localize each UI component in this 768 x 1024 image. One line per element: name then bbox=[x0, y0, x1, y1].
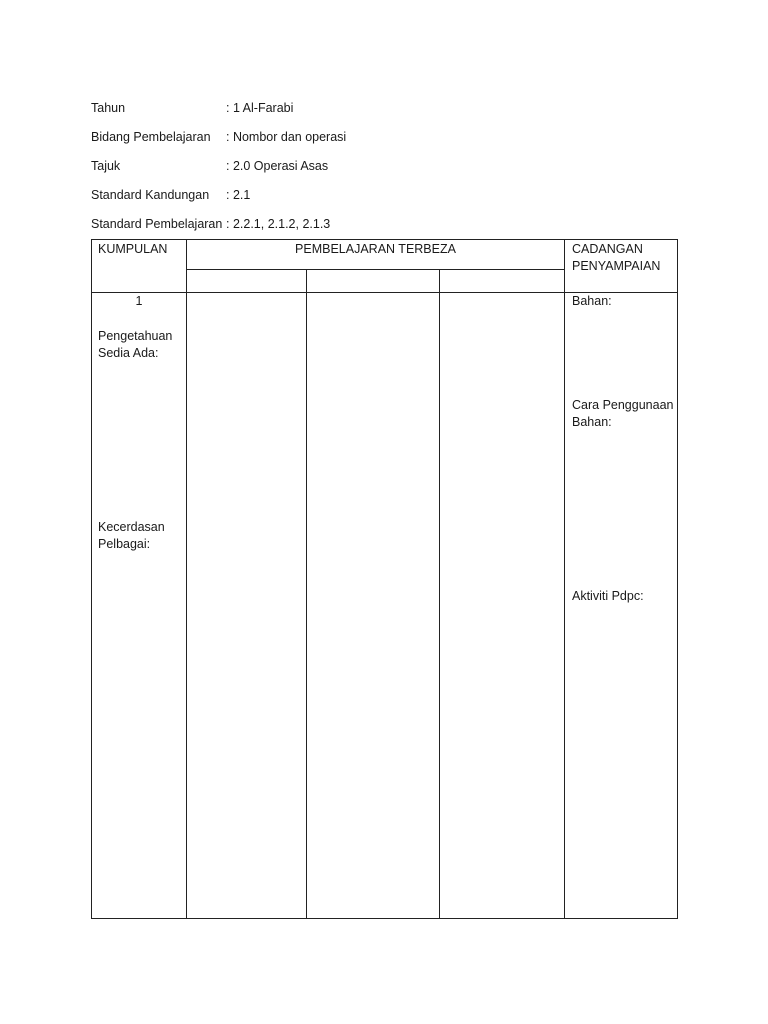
info-row-tajuk bbox=[91, 151, 691, 180]
column-divider bbox=[306, 269, 307, 918]
info-row-bidang bbox=[91, 122, 691, 151]
info-row-tahun bbox=[91, 93, 691, 122]
row-divider bbox=[186, 269, 565, 270]
info-value: : 2.2.1, 2.1.2, 2.1.3 bbox=[226, 216, 331, 231]
info-value: : 1 Al-Farabi bbox=[226, 100, 294, 115]
info-row-standard-kandungan bbox=[91, 180, 691, 209]
cara-bahan-label: Bahan: bbox=[572, 415, 612, 429]
info-label: Tajuk bbox=[91, 158, 121, 173]
lesson-info bbox=[91, 93, 691, 238]
cara-penggunaan-label: Cara Penggunaan bbox=[572, 398, 674, 412]
pelbagai-label: Pelbagai: bbox=[98, 537, 151, 551]
info-value: : Nombor dan operasi bbox=[226, 129, 347, 144]
bahan-label: Bahan: bbox=[572, 294, 612, 308]
info-label: Tahun bbox=[91, 100, 126, 115]
info-label: Standard Pembelajaran bbox=[91, 216, 223, 231]
column-divider bbox=[439, 269, 440, 918]
aktiviti-pdpc-label: Aktiviti Pdpc: bbox=[572, 589, 644, 603]
info-label: Standard Kandungan bbox=[91, 187, 210, 202]
header-pembelajaran-terbeza: PEMBELAJARAN TERBEZA bbox=[295, 242, 456, 256]
pengetahuan-label: Pengetahuan bbox=[98, 329, 173, 343]
header-penyampaian: PENYAMPAIAN bbox=[572, 259, 661, 273]
info-row-standard-pembelajaran bbox=[91, 209, 691, 238]
sedia-ada-label: Sedia Ada: bbox=[98, 346, 159, 360]
info-label: Bidang Pembelajaran bbox=[91, 129, 211, 144]
lesson-table bbox=[91, 239, 678, 919]
header-kumpulan: KUMPULAN bbox=[98, 242, 168, 256]
group-number: 1 bbox=[135, 294, 143, 308]
info-value: : 2.1 bbox=[226, 187, 251, 202]
column-divider bbox=[186, 240, 187, 918]
info-value: : 2.0 Operasi Asas bbox=[226, 158, 329, 173]
header-cadangan: CADANGAN bbox=[572, 242, 643, 256]
column-divider bbox=[564, 240, 565, 918]
kecerdasan-label: Kecerdasan bbox=[98, 520, 165, 534]
